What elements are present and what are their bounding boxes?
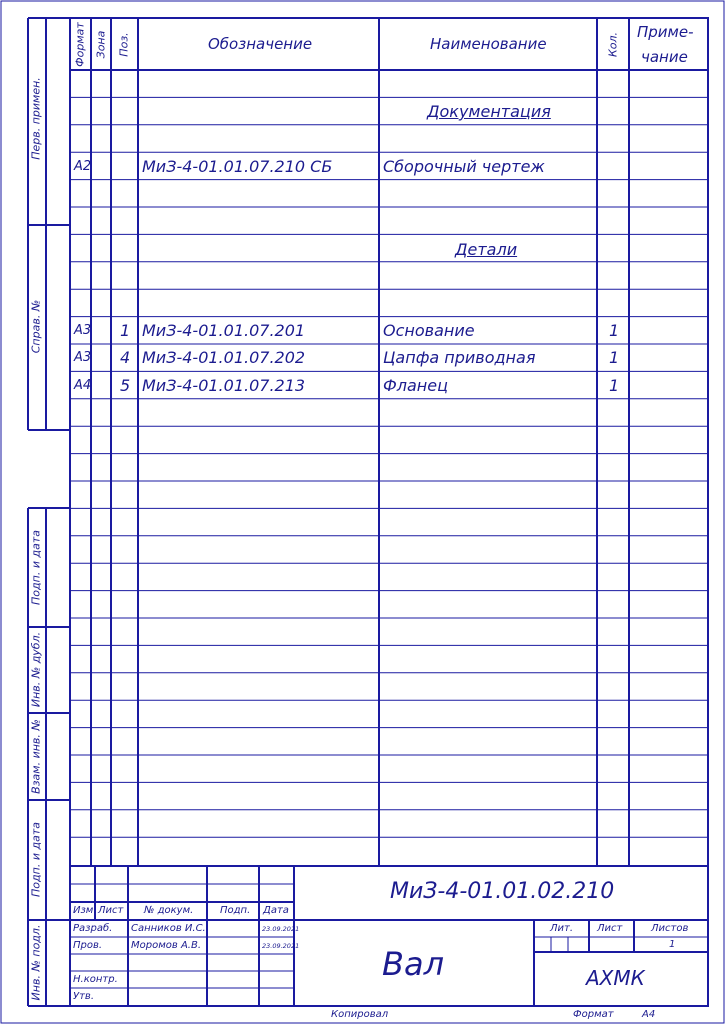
section-documentation: Документация: [427, 102, 551, 121]
row-format: А2: [74, 159, 92, 174]
footer-format-label: Формат: [573, 1009, 614, 1020]
header-zone: Зона: [94, 30, 108, 59]
label-podp-data-2: Подп. и дата: [29, 822, 43, 897]
row-designation: МиЗ-4-01.01.07.201: [142, 321, 306, 340]
row-format: А3: [74, 350, 92, 365]
prov-name: Моромов А.В.: [131, 940, 202, 951]
listov-label: Листов: [651, 923, 689, 934]
label-inv-podl: Инв. № подл.: [29, 924, 43, 1001]
col-podp: Подп.: [220, 905, 251, 916]
footer-format-value: А4: [642, 1009, 656, 1020]
col-list: Лист: [98, 905, 124, 916]
organization: АХМК: [586, 966, 645, 990]
lit-label: Лит.: [550, 923, 574, 934]
header-designation: Обозначение: [208, 35, 313, 53]
doc-title: Вал: [382, 945, 445, 983]
utv-label: Утв.: [73, 991, 94, 1002]
list-label: Лист: [597, 923, 623, 934]
row-designation: МиЗ-4-01.01.07.202: [142, 348, 306, 367]
row-name: Основание: [383, 321, 475, 340]
outer-frame: [1, 1, 724, 1023]
header-note-line1: Приме-: [637, 23, 694, 41]
section-parts: Детали: [455, 240, 518, 259]
label-inv-dubl: Инв. № дубл.: [29, 631, 43, 708]
row-pos: 4: [120, 348, 131, 367]
razrab-name: Санников И.С.: [131, 923, 206, 934]
header-pos: Поз.: [117, 32, 131, 57]
row-name: Цапфа приводная: [383, 348, 536, 367]
row-format: А3: [74, 323, 92, 338]
label-vzam-inv: Взам. инв. №: [29, 719, 43, 794]
prov-label: Пров.: [73, 940, 103, 951]
row-designation: МиЗ-4-01.01.07.210 СБ: [142, 157, 333, 176]
row-designation: МиЗ-4-01.01.07.213: [142, 376, 306, 395]
label-podp-data-1: Подп. и дата: [29, 530, 43, 605]
label-sprav-no: Справ. №: [29, 299, 43, 354]
razrab-date: 23.09.2021: [262, 925, 300, 933]
label-perv-primen: Перв. примен.: [29, 77, 43, 160]
row-pos: 1: [120, 321, 131, 340]
footer-copied: Копировал: [331, 1009, 389, 1020]
row-format: А4: [74, 378, 92, 393]
header-format: Формат: [73, 22, 87, 67]
header-qty: Кол.: [606, 31, 620, 58]
listov-value: 1: [669, 939, 676, 950]
row-pos: 5: [120, 376, 131, 395]
row-qty: 1: [609, 348, 620, 367]
nkontr-label: Н.контр.: [73, 974, 118, 985]
doc-number: МиЗ-4-01.01.02.210: [390, 879, 615, 904]
col-izm: Изм.: [73, 905, 97, 916]
prov-date: 23.09.2021: [262, 942, 300, 950]
row-qty: 1: [609, 321, 620, 340]
col-docum: № докум.: [144, 905, 194, 916]
row-qty: 1: [609, 376, 620, 395]
row-name: Сборочный чертеж: [383, 157, 545, 176]
razrab-label: Разраб.: [73, 923, 113, 934]
row-name: Фланец: [383, 376, 448, 395]
header-note-line2: чание: [641, 48, 688, 66]
header-name: Наименование: [430, 35, 547, 53]
col-data: Дата: [263, 905, 289, 916]
